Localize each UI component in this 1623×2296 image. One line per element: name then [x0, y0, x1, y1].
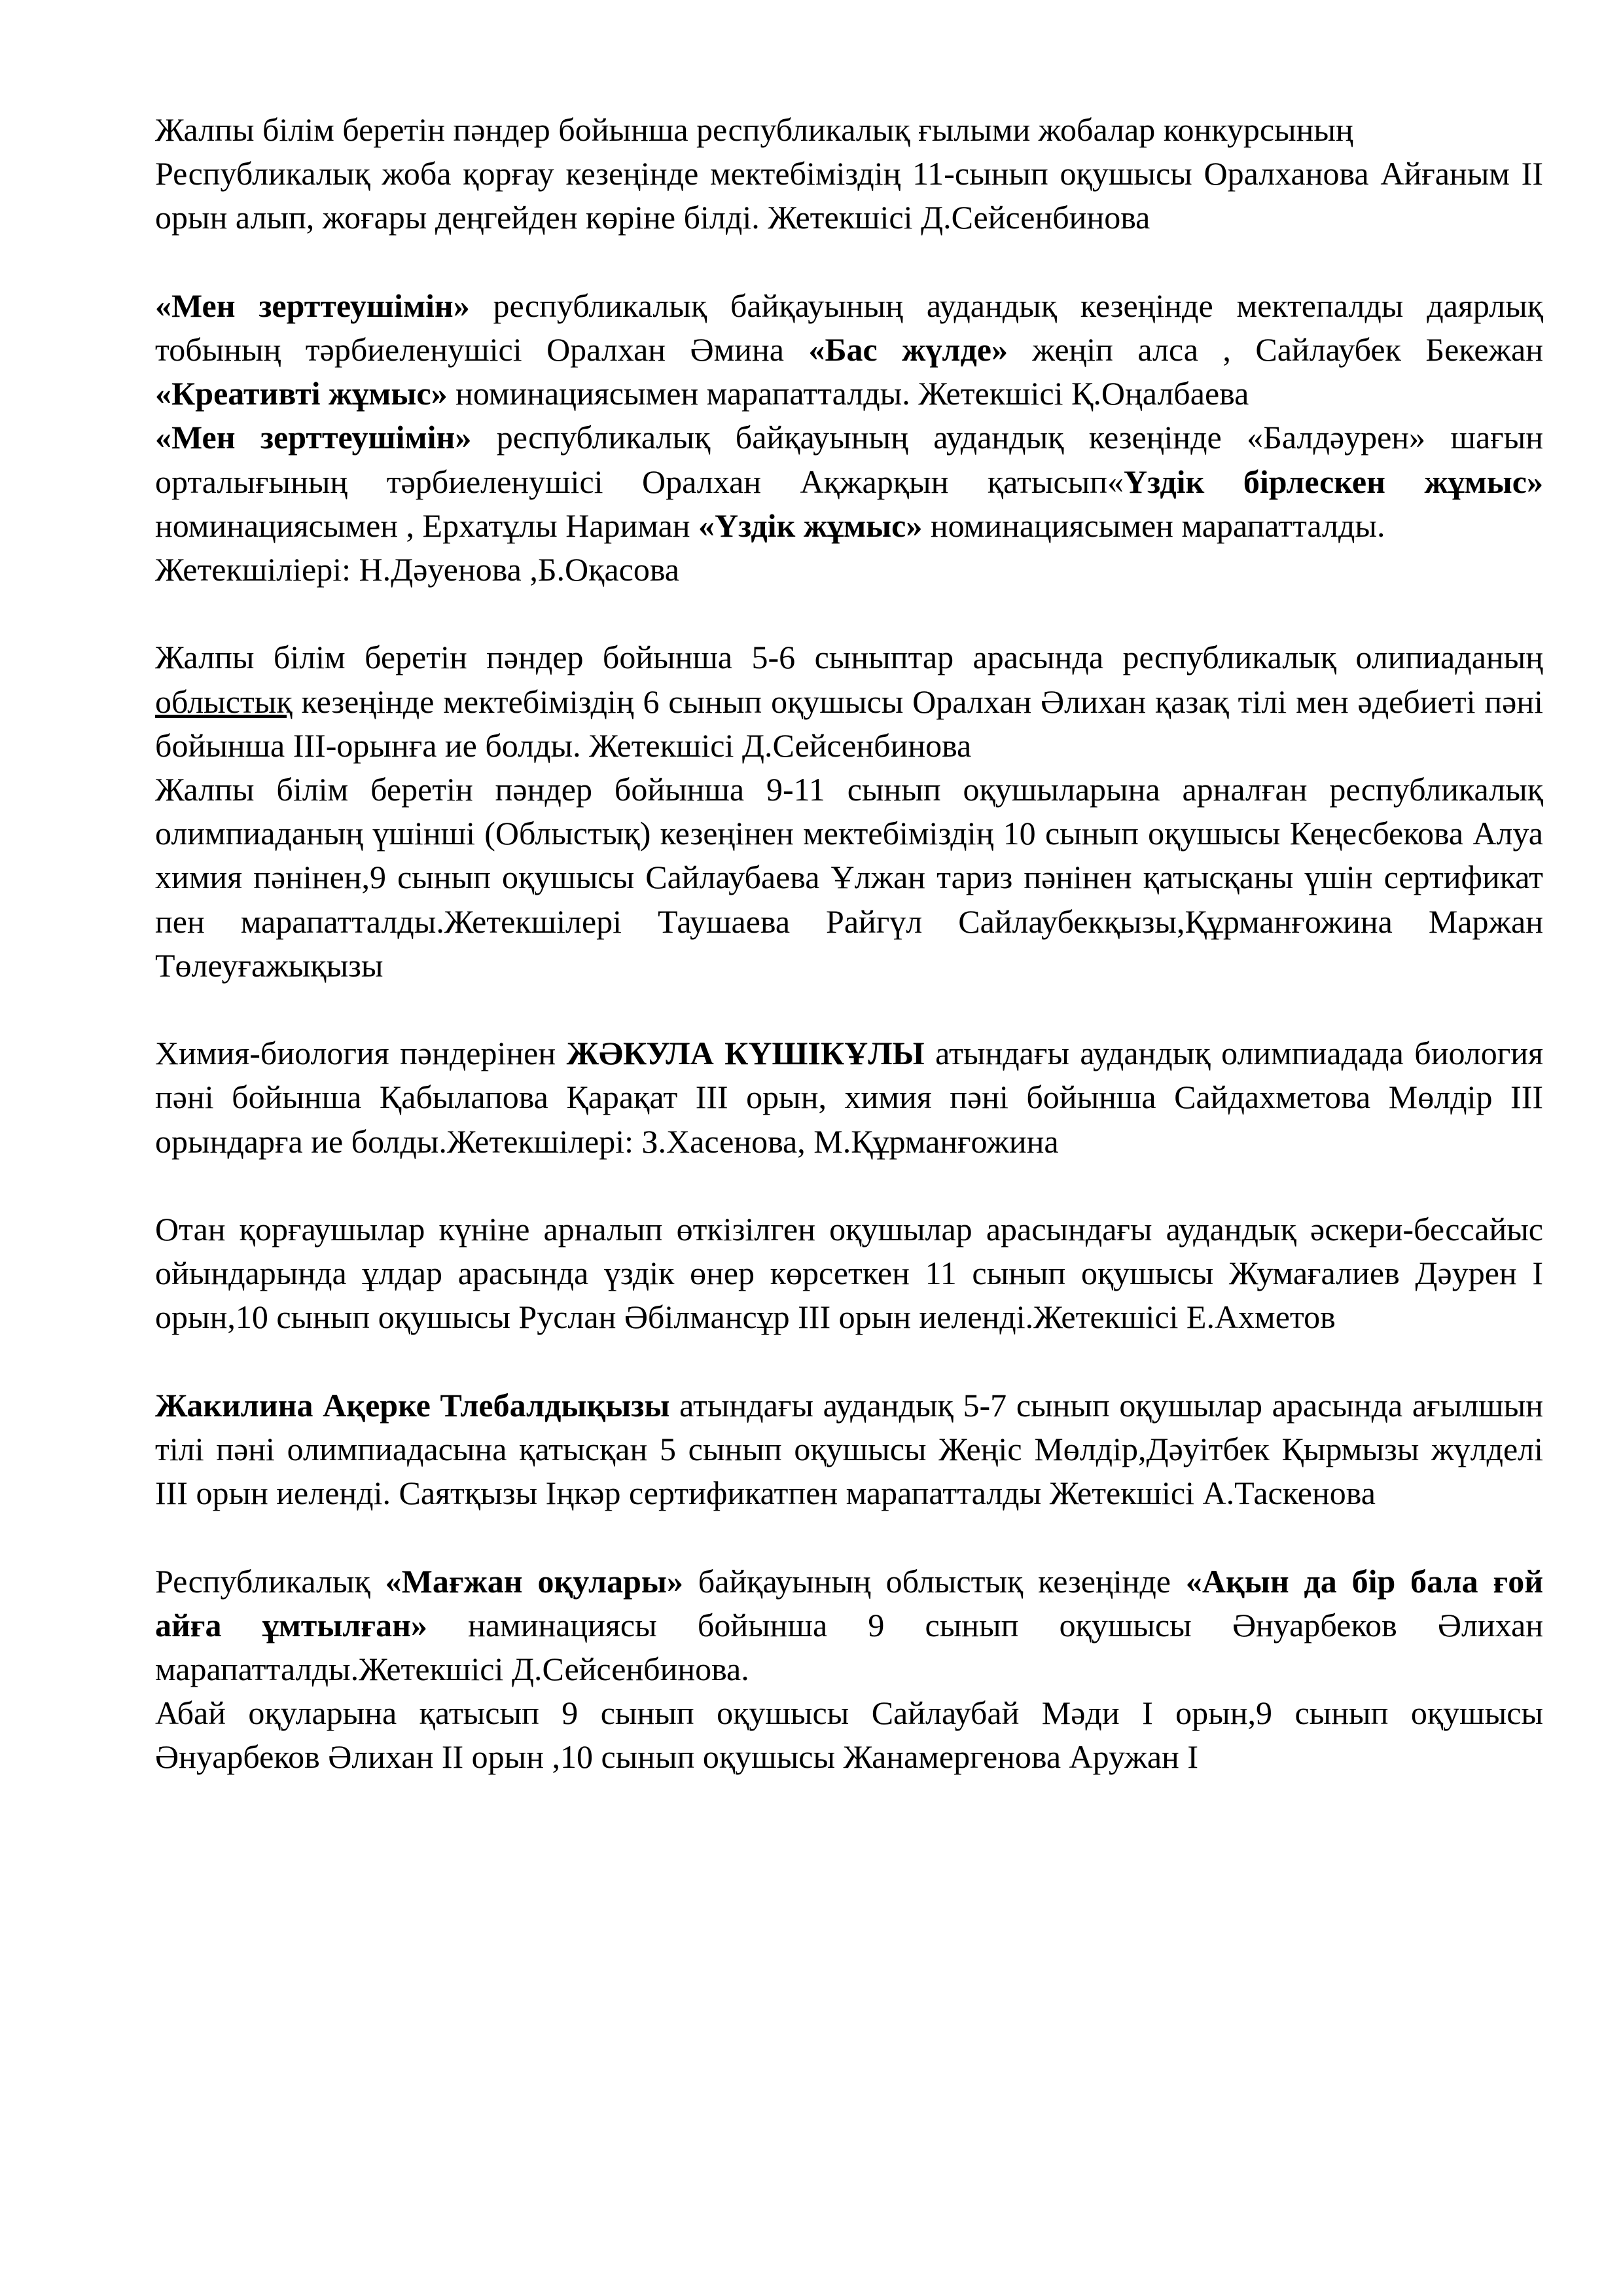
- paragraph-contest-heading: [155, 108, 1543, 152]
- body-text: кезеңінде мектебіміздің 6 сынып оқушысы Оралхан Әлихан қазақ тілі мен әдебиеті пәні бойынша ІІІ-орынға ие болды. Жетекшісі Д.Сейсенбинова: [155, 683, 1543, 764]
- bold-phrase: «Бас жүлде»: [808, 331, 1008, 368]
- bold-phrase: Үздік бірлескен жұмыс»: [1124, 463, 1543, 500]
- body-text: наминациясы бойынша 9 сынып оқушысы Әнуарбеков Әлихан марапатталды.Жетекшісі Д.Сейсенбинова.: [155, 1606, 1543, 1688]
- body-text: республикалық байқауының аудандық кезеңінде «Балдәурен» шағын орталығының тәрбиеленушісі Оралхан Ақжарқын қатысып«: [155, 419, 1543, 500]
- blank-line: [155, 592, 1543, 636]
- olympiad-9-11-text: Жалпы білім беретін пәндер бойынша 9-11 сынып оқушыларына арналған республикалық олимпиаданың үшінші (Облыстық) кезеңінен мектебіміздің 10 сынып оқушысы Кеңесбекова Алуа химия пәнінен,9 сынып оқушысы Сайлаубаева Ұлжан тариз пәнінен қатысқаны үшін сертификат пен марапатталды.Жетекшілері Таушаева Райгүл Сайлаубекқызы,Құрманғожина Маржан Төлеуғажықызы: [155, 771, 1543, 984]
- paragraph-project-defense: [155, 152, 1543, 240]
- paragraph-abai-readings: [155, 1691, 1543, 1779]
- paragraph-researcher-contest-2: [155, 416, 1543, 548]
- contest-heading-text: Жалпы білім беретін пәндер бойынша республикалық ғылыми жобалар конкурсының: [155, 111, 1353, 148]
- bold-phrase: Жакилина Ақерке Тлебалдықызы: [155, 1386, 670, 1424]
- underlined-word: облыстық: [155, 683, 293, 720]
- military-games-text: Отан қорғаушылар күніне арналып өткізілген оқушылар арасындағы аудандық әскери-бессайыс ойындарында ұлдар арасында үздік өнер көрсеткен 11 сынып оқушысы Жумағалиев Дәурен І орын,10 сынып оқушысы Руслан Әбілмансұр ІІІ орын иеленді.Жетекшісі Е.Ахметов: [155, 1211, 1543, 1336]
- body-text: жеңіп алса , Сайлаубек Бекежан: [1007, 331, 1544, 368]
- blank-line: [155, 1340, 1543, 1384]
- bold-phrase: «Үздік жұмыс»: [698, 507, 923, 544]
- body-text: номинациясымен , Ерхатұлы Нариман: [155, 507, 699, 544]
- paragraph-supervisors: [155, 548, 1543, 592]
- body-text: атындағы аудандық олимпиадада биология пәні бойынша Қабылапова Қарақат ІІІ орын, химия пәні бойынша Сайдахметова Мөлдір ІІІ орындарға ие болды.Жетекшілері: З.Хасенова, М.Құрманғожина: [155, 1035, 1544, 1160]
- body-text: номинациясымен марапатталды.: [922, 507, 1385, 544]
- paragraph-olympiad-9-11: [155, 768, 1543, 988]
- supervisors-text: Жетекшіліері: Н.Дәуенова ,Б.Оқасова: [155, 551, 679, 588]
- paragraph-olympiad-5-6: [155, 636, 1543, 768]
- paragraph-magzhan-readings: [155, 1560, 1543, 1692]
- paragraph-english-olympiad: [155, 1384, 1543, 1516]
- blank-line: [155, 1164, 1543, 1208]
- blank-line: [155, 1515, 1543, 1559]
- bold-phrase: «Мен зерттеушімін»: [155, 419, 472, 456]
- paragraph-military-games: [155, 1208, 1543, 1340]
- bold-phrase: ЖӘКУЛА КҮШІКҰЛЫ: [566, 1035, 925, 1072]
- paragraph-researcher-contest-1: [155, 284, 1543, 416]
- bold-phrase: «Мен зерттеушімін»: [155, 287, 470, 324]
- blank-line: [155, 988, 1543, 1031]
- bold-phrase: «Ақын да бір бала ғой айға ұмтылған»: [155, 1562, 1544, 1643]
- body-text: байқауының облыстық кезеңінде: [683, 1562, 1186, 1600]
- body-text: атындағы аудандық 5-7 сынып оқушылар арасында ағылшын тілі пәні олимпиадасына қатысқан 5 сынып оқушысы Жеңіс Мөлдір,Дәуітбек Қырмызы жүлделі ІІІ орын иеленді. Саятқызы Іңкәр сертификатпен марапатталды Жетекшісі А.Таскенова: [155, 1386, 1543, 1512]
- blank-line: [155, 240, 1543, 284]
- bold-phrase: «Мағжан оқулары»: [385, 1562, 683, 1600]
- paragraph-chem-bio-olympiad: [155, 1031, 1543, 1164]
- bold-phrase: «Креативті жұмыс»: [155, 375, 448, 412]
- body-text: Химия-биология пәндерінен: [155, 1035, 567, 1072]
- body-text: Жалпы білім беретін пәндер бойынша 5-6 сыныптар арасында республикалық олипиаданың: [155, 639, 1543, 676]
- abai-readings-text: Абай оқуларына қатысып 9 сынып оқушысы Сайлаубай Мәди І орын,9 сынып оқушысы Әнуарбеков Әлихан ІІ орын ,10 сынып оқушысы Жанамергенова Аружан І: [155, 1695, 1543, 1776]
- body-text: республикалық байқауының аудандық кезеңінде мектепалды даярлық тобының тәрбиеленушісі Оралхан Әмина: [155, 287, 1543, 368]
- project-defense-text: Республикалық жоба қорғау кезеңінде мектебіміздің 11-сынып оқушысы Оралханова Айғаным ІІ орын алып, жоғары деңгейден көріне білді. Жетекшісі Д.Сейсенбинова: [155, 155, 1543, 236]
- body-text: Республикалық: [155, 1562, 385, 1600]
- body-text: номинациясымен марапатталды. Жетекшісі Қ.Оңалбаева: [447, 375, 1249, 412]
